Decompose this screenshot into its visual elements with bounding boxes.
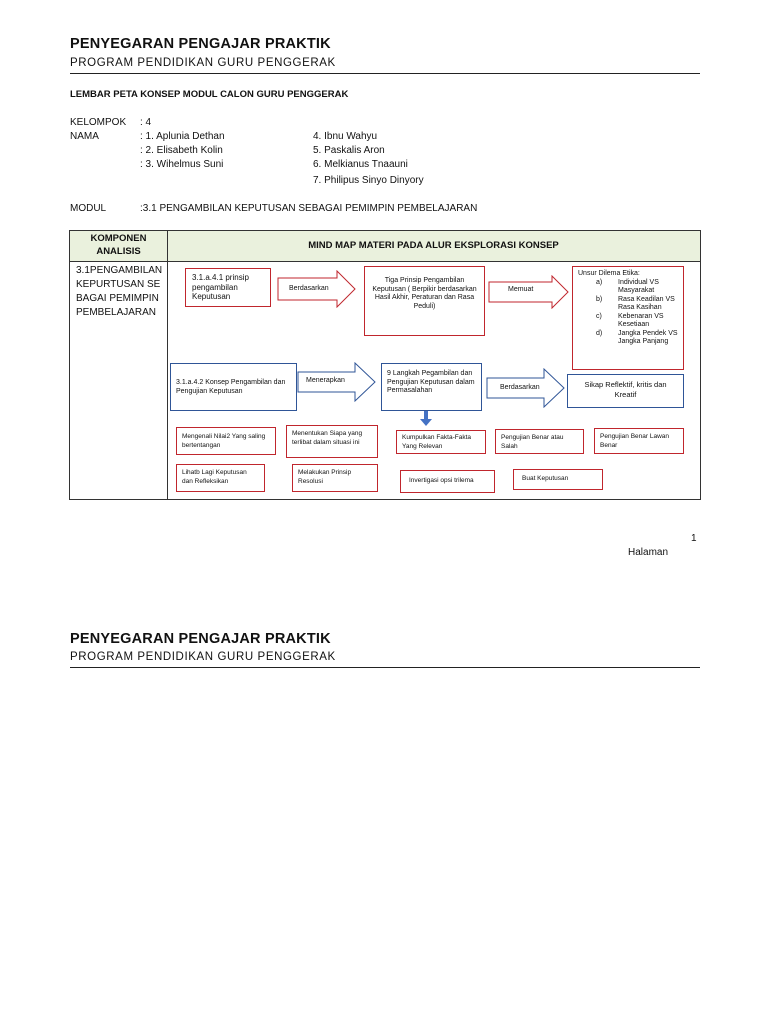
list-item: c) Kebenaran VS Kesetiaan [596,312,664,328]
step-5: Pengujian Benar Lawan Benar [594,428,684,454]
page2-header-subtitle: PROGRAM PENDIDIKAN GURU PENGGERAK [70,651,336,663]
box-sikap: Sikap Reflektif, kritis dan Kreatif [567,374,684,408]
table-head-analisis: ANALISIS [96,246,141,257]
step-9: Buat Keputusan [513,469,603,490]
page1-header-rule [70,73,700,74]
step-7: Melakukan Prinsip Resolusi [292,464,378,492]
member-3: : 3. Wihelmus Suni [140,159,224,170]
page2-header-rule [70,667,700,668]
box-dilema-etika [572,266,684,370]
page-number: 1 [691,533,697,544]
component-cell: 3.1PENGAMBILAN KEPURTUSAN SEBAGAI PEMIMPIN PEMBELAJARAN [76,265,163,318]
kelompok-value: : 4 [140,117,152,128]
step-2: Menentukan Siapa yang terlibat dalam situasi ini [286,425,378,458]
step-3: Kumpulkan Fakta-Fakta Yang Relevan [396,430,486,454]
down-arrow-icon [420,411,432,427]
arrow-label-berdasarkan-2: Berdasarkan [500,384,540,391]
member-4: 4. Ibnu Wahyu [313,131,378,142]
arrow-label-memuat: Memuat [508,286,534,293]
step-4: Pengujian Benar atau Salah [495,429,584,454]
box-tiga-prinsip: Tiga Prinsip Pengambilan Keputusan ( Berpikir berdasarkan Hasil Akhir, Peraturan dan Rasa Peduli) [364,266,485,336]
member-2: : 2. Elisabeth Kolin [140,145,223,156]
table-column-divider [167,231,168,499]
dilema-list [578,279,678,347]
box-konsep-pengujian: 3.1.a.4.2 Konsep Pengambilan dan Pengujian Keputusan [170,363,297,411]
page1-header-subtitle: PROGRAM PENDIDIKAN GURU PENGGERAK [70,57,336,69]
page-word: Halaman [628,547,669,558]
page2-header-title: PENYEGARAN PENGAJAR PRAKTIK [70,631,331,647]
list-item: d) Jangka Pendek VS Jangka Panjang [596,329,678,345]
member-6: 6. Melkianus Tnaauni [313,159,408,170]
arrow-label-berdasarkan-1: Berdasarkan [289,285,329,292]
arrow-label-menerapkan: Menerapkan [306,377,345,384]
table-head-komponen: KOMPONEN [90,233,147,244]
modul-label: MODUL [70,203,107,214]
step-8: Invertigasi opsi trilema [400,470,495,493]
box-sembilan-langkah: 9 Langkah Pegambilan dan Pengujian Keputusan dalam Permasalahan [381,363,482,411]
page1-header-title: PENYEGARAN PENGAJAR PRAKTIK [70,36,331,52]
list-item: a) Individual VS Masyarakat [596,278,659,294]
kelompok-label: KELOMPOK [70,117,127,128]
list-item: b) Rasa Keadilan VS Rasa Kasihan [596,295,675,311]
doc-title: LEMBAR PETA KONSEP MODUL CALON GURU PENGGERAK [70,89,349,100]
modul-value: :3.1 PENGAMBILAN KEPUTUSAN SEBAGAI PEMIMPIN PEMBELAJARAN [140,203,478,214]
member-5: 5. Paskalis Aron [313,145,385,156]
step-1: Mengenali Nilai2 Yang saling bertentangan [176,427,276,455]
dilema-title: Unsur Dilema Etika: [578,270,640,277]
member-7: 7. Philipus Sinyo Dinyory [313,175,424,186]
nama-label: NAMA [70,131,99,142]
step-6: Lihatb Lagi Keputusan dan Refleksikan [176,464,265,492]
member-1: : 1. Aplunia Dethan [140,131,225,142]
box-prinsip-keputusan: 3.1.a.4.1 prinsip pengambilan Keputusan [185,268,271,307]
table-head-mindmap: MIND MAP MATERI PADA ALUR EKSPLORASI KONSEP [308,240,559,251]
